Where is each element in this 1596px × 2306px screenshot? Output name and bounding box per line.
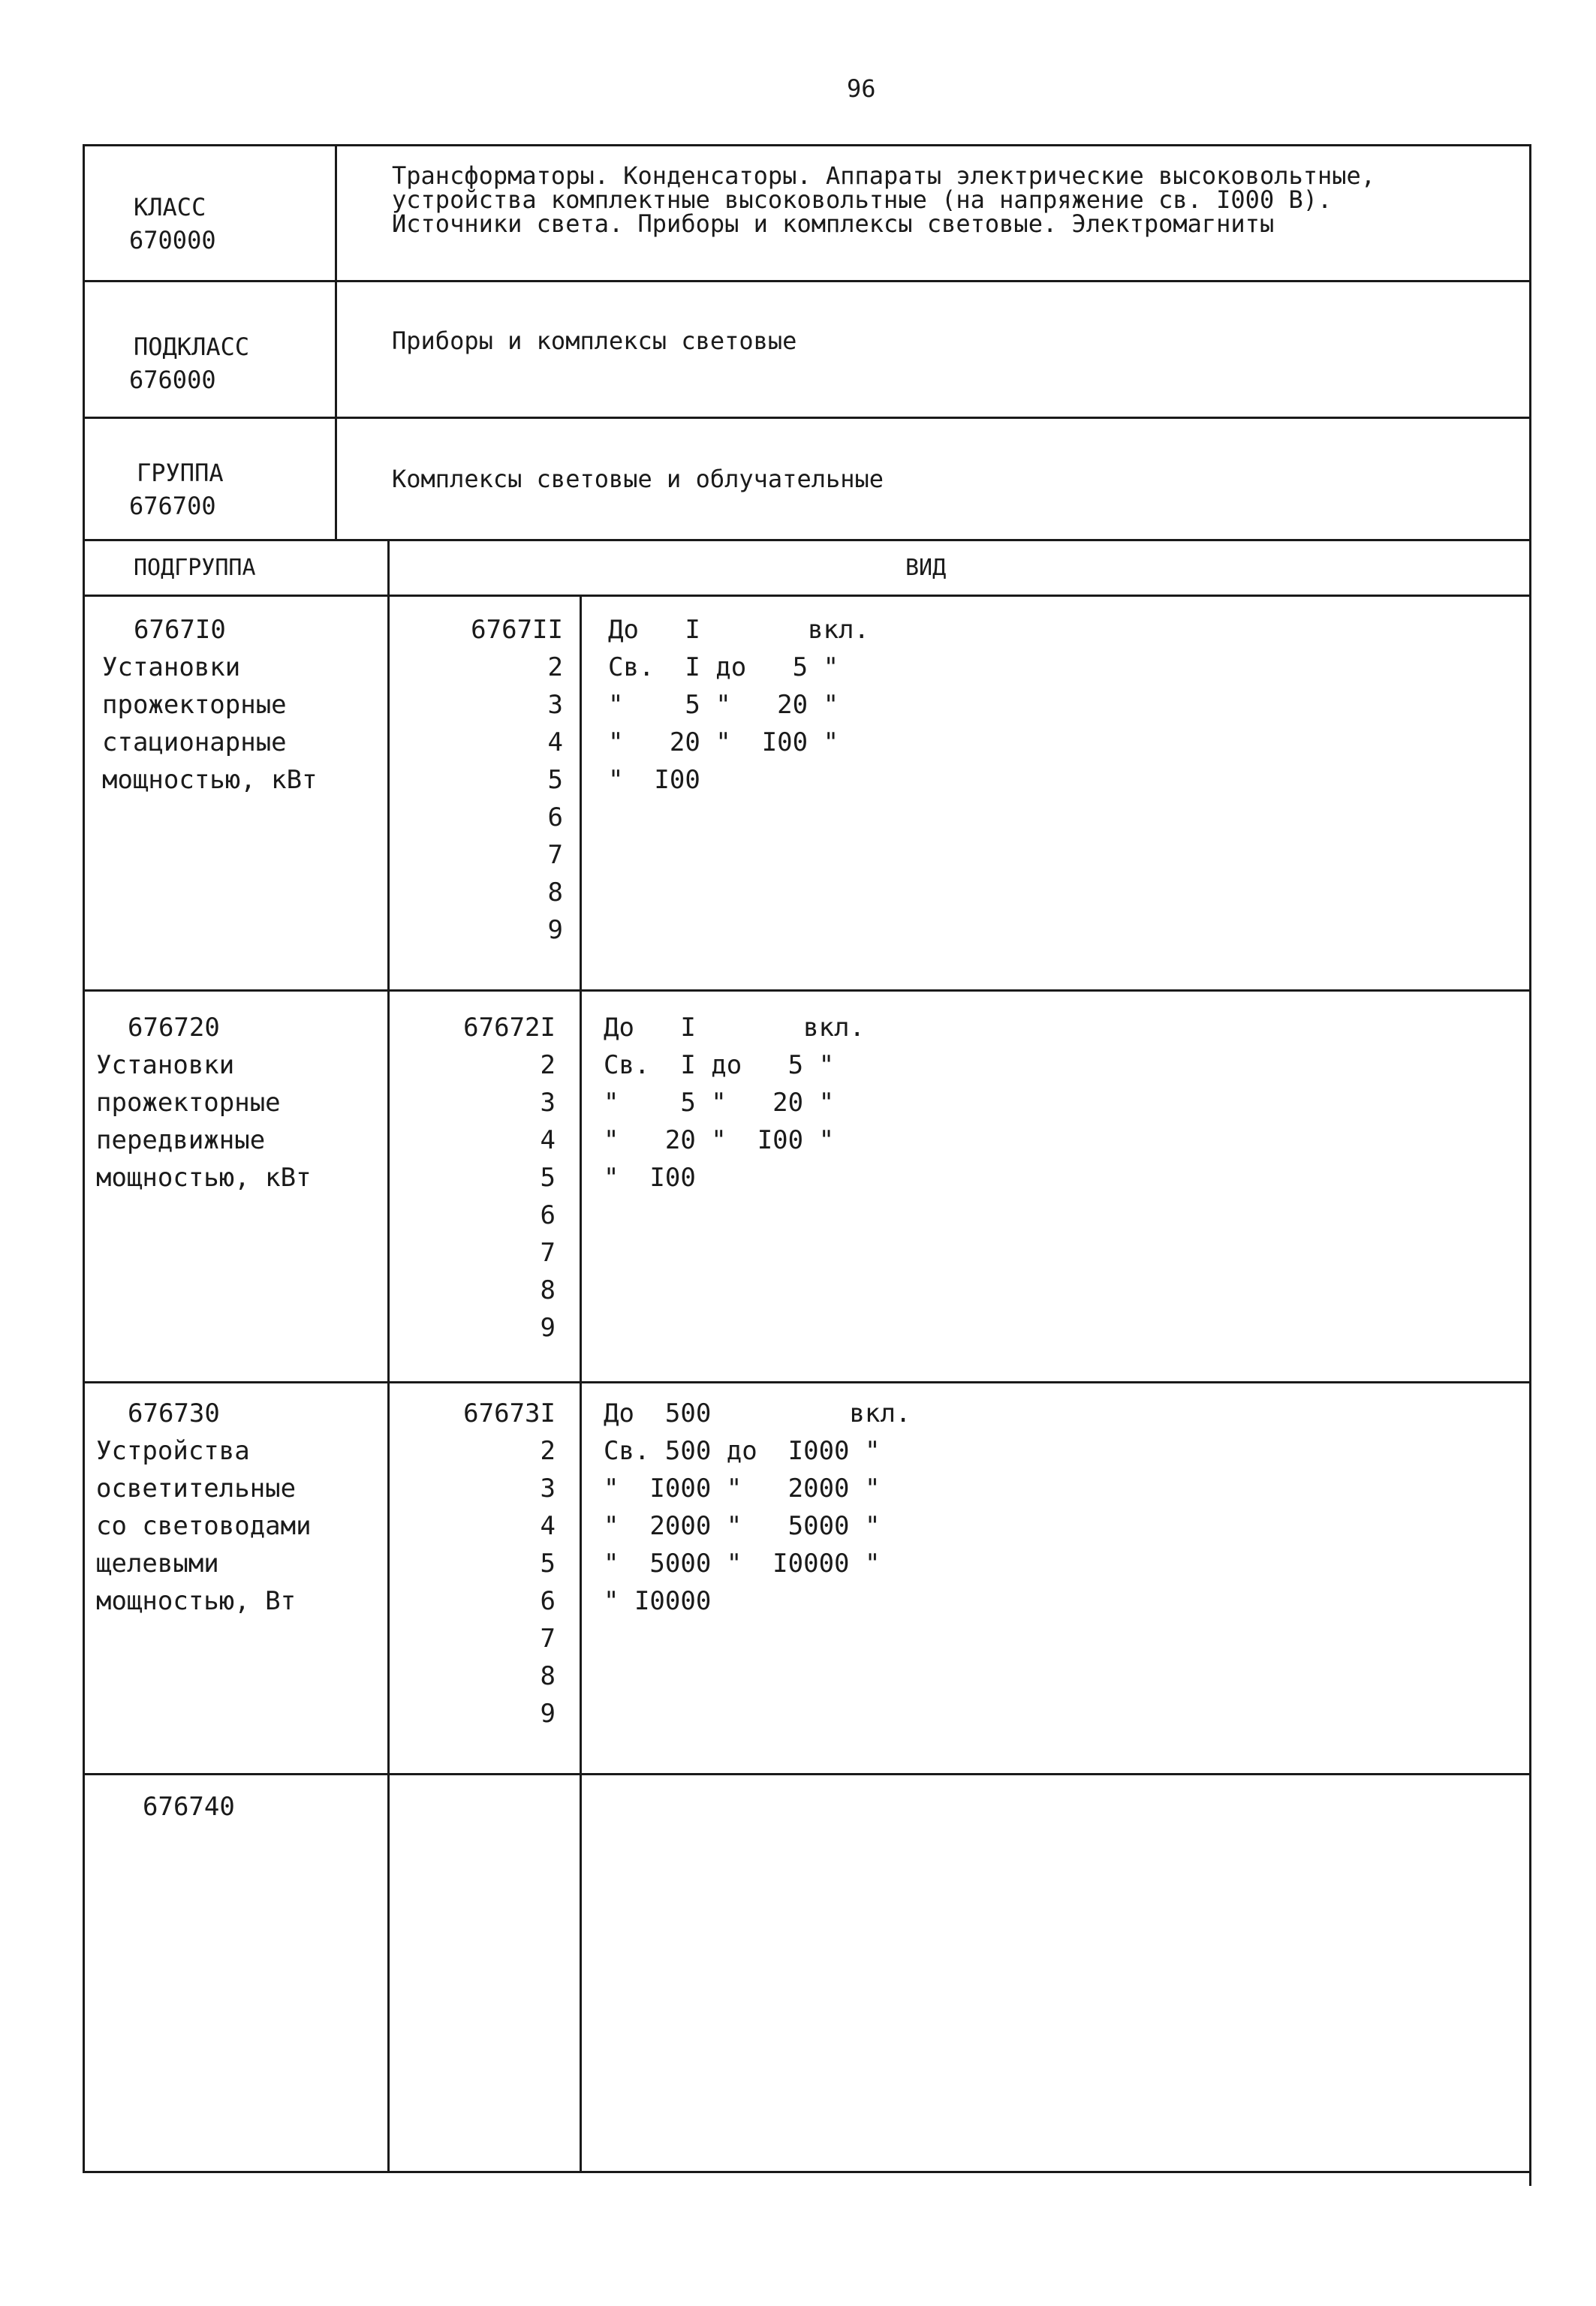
vid-range: " 2000 " 5000 " <box>604 1511 881 1541</box>
rule-row-2 <box>83 1381 1531 1383</box>
subgroup-code: 676720 <box>128 1013 220 1043</box>
vid-number: 9 <box>547 915 563 945</box>
rule-row-1 <box>83 989 1531 992</box>
vid-number: 67673I <box>463 1398 556 1428</box>
rule-podklass-bottom <box>83 417 1531 419</box>
vid-number: 2 <box>540 1050 556 1080</box>
subgroup-desc-line: Установки <box>96 1050 235 1080</box>
subgroup-desc-line: мощностью, Вт <box>96 1586 297 1616</box>
vid-number: 7 <box>540 1238 556 1268</box>
vid-range: " I00 <box>604 1163 696 1193</box>
subgroup-desc-line: щелевыми <box>96 1549 219 1579</box>
klass-label: КЛАСС <box>134 193 206 221</box>
vid-number: 8 <box>540 1661 556 1691</box>
vid-number: 6767II <box>471 615 563 645</box>
rule-left <box>83 144 85 2171</box>
vid-range: " 5000 " I0000 " <box>604 1549 881 1579</box>
podklass-code: 676000 <box>129 366 216 394</box>
subgroup-desc-line: прожекторные <box>96 1088 281 1118</box>
vid-number: 5 <box>547 765 563 795</box>
vid-number: 3 <box>547 690 563 720</box>
vid-range: Св. I до 5 " <box>604 1050 835 1080</box>
subgroup-desc-line: мощностью, кВт <box>96 1163 312 1193</box>
vid-range: " 5 " 20 " <box>604 1088 835 1118</box>
vid-range: " 20 " I00 " <box>608 727 839 757</box>
rule-bottom <box>83 2171 1531 2173</box>
vid-number: 7 <box>540 1624 556 1654</box>
vid-number: 3 <box>540 1088 556 1118</box>
subgroup-desc-line: стационарные <box>102 727 287 757</box>
vid-number: 5 <box>540 1163 556 1193</box>
vid-number: 8 <box>540 1275 556 1305</box>
vid-number: 67672I <box>463 1013 556 1043</box>
vid-range: До 500 вкл. <box>604 1398 911 1428</box>
vid-number: 6 <box>540 1586 556 1616</box>
vid-range: До I вкл. <box>604 1013 865 1043</box>
klass-code: 670000 <box>129 226 216 254</box>
rule-gruppa-bottom <box>83 539 1531 541</box>
subgroup-code: 676730 <box>128 1398 220 1428</box>
rule-top <box>83 144 1531 146</box>
vid-number: 4 <box>540 1125 556 1155</box>
vid-range: До I вкл. <box>608 615 869 645</box>
klass-text-line-1: Трансформаторы. Конденсаторы. Аппараты электрические высоковольтные, <box>392 161 1376 190</box>
vid-number: 4 <box>547 727 563 757</box>
vid-range: " 20 " I00 " <box>604 1125 835 1155</box>
vid-range: Св. I до 5 " <box>608 652 839 682</box>
vid-number: 8 <box>547 878 563 908</box>
rule-col-vid <box>580 595 582 2173</box>
vid-number: 9 <box>540 1699 556 1729</box>
vid-number: 2 <box>540 1436 556 1466</box>
subgroup-desc-line: осветительные <box>96 1474 297 1504</box>
subgroup-desc-line: Устройства <box>96 1436 250 1466</box>
gruppa-text: Комплексы световые и облучательные <box>392 465 884 493</box>
header-vid: ВИД <box>905 555 947 581</box>
vid-number: 4 <box>540 1511 556 1541</box>
subgroup-desc-line: со световодами <box>96 1511 312 1541</box>
vid-range: " I000 " 2000 " <box>604 1474 881 1504</box>
vid-range: Св. 500 до I000 " <box>604 1436 881 1466</box>
podklass-text: Приборы и комплексы световые <box>392 327 797 355</box>
vid-number: 6 <box>547 802 563 832</box>
gruppa-code: 676700 <box>129 492 216 520</box>
header-podgruppa: ПОДГРУППА <box>134 555 256 581</box>
vid-number: 9 <box>540 1313 556 1343</box>
vid-range: " I00 <box>608 765 700 795</box>
rule-upper-divider <box>335 144 337 540</box>
klass-text-line-2: устройства комплектные высоковольтные (на напряжение св. I000 В). <box>392 185 1333 214</box>
vid-number: 5 <box>540 1549 556 1579</box>
vid-number: 3 <box>540 1474 556 1504</box>
vid-range: " 5 " 20 " <box>608 690 839 720</box>
subgroup-desc-line: прожекторные <box>102 690 287 720</box>
gruppa-label: ГРУППА <box>137 459 224 487</box>
vid-range: " I0000 <box>604 1586 712 1616</box>
subgroup-desc-line: Установки <box>102 652 241 682</box>
rule-right <box>1529 144 1531 2186</box>
subgroup-code: 676740 <box>143 1792 235 1822</box>
rule-klass-bottom <box>83 280 1531 282</box>
subgroup-desc-line: мощностью, кВт <box>102 765 318 795</box>
page-number: 96 <box>847 74 876 103</box>
rule-header-bottom <box>83 595 1531 597</box>
vid-number: 2 <box>547 652 563 682</box>
subgroup-code: 6767I0 <box>134 615 226 645</box>
vid-number: 7 <box>547 840 563 870</box>
podklass-label: ПОДКЛАСС <box>134 333 250 361</box>
vid-number: 6 <box>540 1200 556 1230</box>
klass-text-line-3: Источники света. Приборы и комплексы световые. Электромагниты <box>392 209 1275 238</box>
subgroup-desc-line: передвижные <box>96 1125 266 1155</box>
rule-row-3 <box>83 1773 1531 1775</box>
